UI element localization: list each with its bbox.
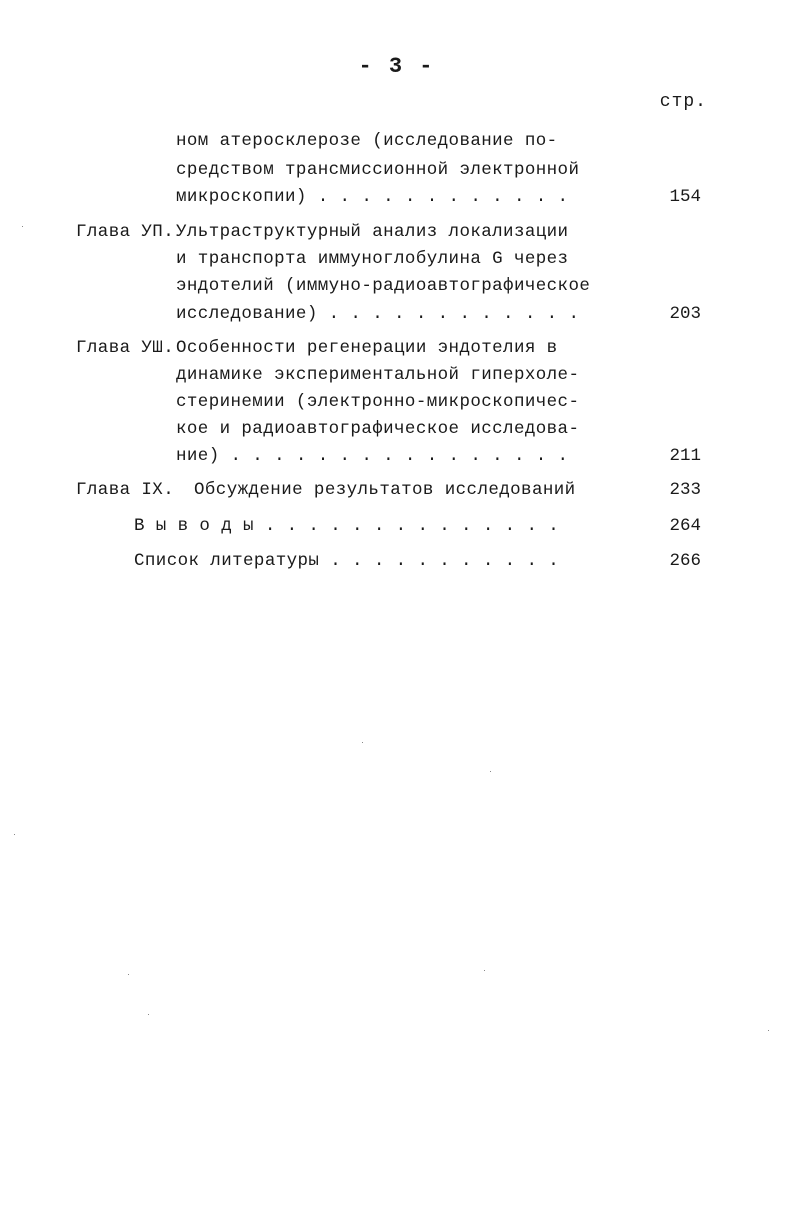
toc-line: микроскопии) . . . . . . . . . . . . bbox=[176, 187, 569, 207]
chapter-label: Глава УП. bbox=[76, 222, 175, 242]
toc-line: В ы в о д ы . . . . . . . . . . . . . . bbox=[134, 516, 560, 536]
scan-speck bbox=[148, 1014, 149, 1015]
toc-line: ном атеросклерозе (исследование по- bbox=[176, 131, 558, 151]
scan-speck bbox=[362, 742, 363, 743]
toc-line: средством трансмиссионной электронной bbox=[176, 160, 580, 180]
scan-speck bbox=[768, 1030, 769, 1031]
toc-line: эндотелий (иммуно-радиоавтографическое bbox=[176, 276, 591, 296]
chapter-label: Глава IX. bbox=[76, 480, 175, 500]
scan-speck bbox=[22, 226, 23, 227]
toc-line: динамике экспериментальной гиперхоле- bbox=[176, 365, 580, 385]
toc-line: Ультраструктурный анализ локализации bbox=[176, 222, 569, 242]
pages-column-header: стр. bbox=[659, 92, 707, 112]
toc-line: и транспорта иммуноглобулина G через bbox=[176, 249, 569, 269]
toc-page-number: 211 bbox=[669, 446, 701, 466]
toc-line: Обсуждение результатов исследований bbox=[194, 480, 576, 500]
toc-page-number: 203 bbox=[669, 304, 701, 324]
toc-line: ние) . . . . . . . . . . . . . . . . bbox=[176, 446, 569, 466]
toc-line: Список литературы . . . . . . . . . . . bbox=[134, 551, 560, 571]
toc-line: Особенности регенерации эндотелия в bbox=[176, 338, 558, 358]
chapter-label: Глава УШ. bbox=[76, 338, 175, 358]
toc-line: кое и радиоавтографическое исследова- bbox=[176, 419, 580, 439]
toc-page-number: 264 bbox=[669, 516, 701, 536]
toc-line: исследование) . . . . . . . . . . . . bbox=[176, 304, 580, 324]
toc-page-number: 266 bbox=[669, 551, 701, 571]
scan-speck bbox=[490, 771, 491, 772]
toc-line: стеринемии (электронно-микроскопичес- bbox=[176, 392, 580, 412]
page-number: - 3 - bbox=[358, 54, 435, 79]
toc-page-number: 154 bbox=[669, 187, 701, 207]
scan-speck bbox=[14, 834, 15, 835]
scan-speck bbox=[128, 974, 129, 975]
toc-page-number: 233 bbox=[669, 480, 701, 500]
scan-speck bbox=[484, 970, 485, 971]
